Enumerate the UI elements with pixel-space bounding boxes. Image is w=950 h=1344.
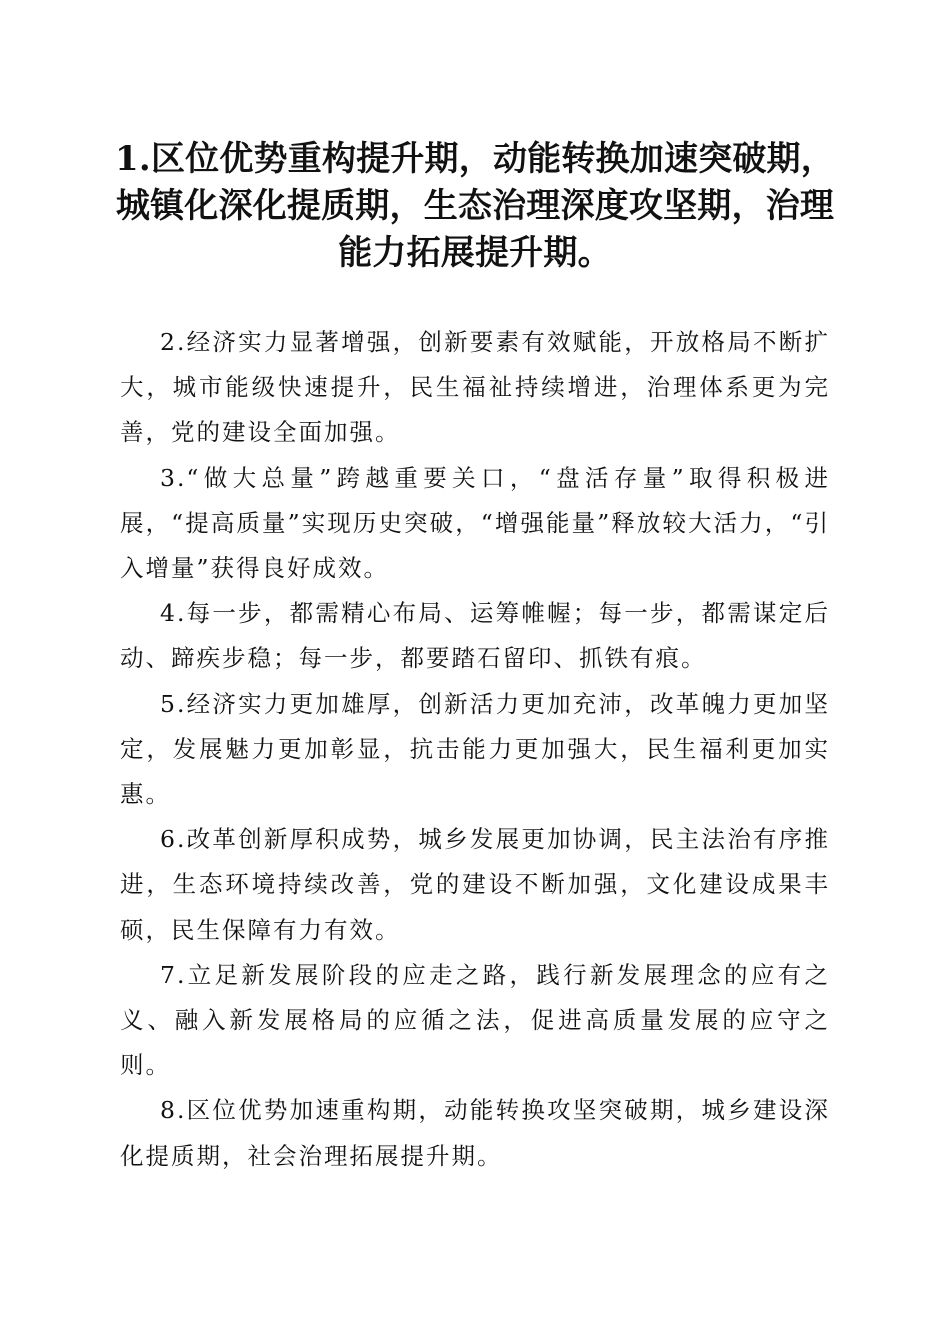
paragraph-8: 8.区位优势加速重构期，动能转换攻坚突破期，城乡建设深化提质期，社会治理拓展提升期。 [120, 1096, 830, 1170]
paragraph-4: 4.每一步，都需精心布局、运筹帷幄；每一步，都需谋定后动、蹄疾步稳；每一步，都要踏石留印、抓铁有痕。 [120, 599, 830, 673]
paragraph-2: 2.经济实力显著增强，创新要素有效赋能，开放格局不断扩大，城市能级快速提升，民生福祉持续增进，治理体系更为完善，党的建设全面加强。 [120, 328, 830, 447]
paragraph-3: 3.“做大总量”跨越重要关口，“盘活存量”取得积极进展，“提高质量”实现历史突破，“增强能量”释放较大活力，“引入增量”获得良好成效。 [120, 463, 830, 583]
document-body [120, 320, 830, 1179]
document-title: 1.区位优势重构提升期，动能转换加速突破期，城镇化深化提质期，生态治理深度攻坚期，治理能力拓展提升期。 [115, 139, 835, 273]
paragraph-7: 7.立足新发展阶段的应走之路，践行新发展理念的应有之义、融入新发展格局的应循之法，促进高质量发展的应守之则。 [120, 960, 830, 1080]
paragraph-6: 6.改革创新厚积成势，城乡发展更加协调，民主法治有序推进，生态环境持续改善，党的建设不断加强，文化建设成果丰硕，民生保障有力有效。 [120, 825, 830, 944]
paragraph-5: 5.经济实力更加雄厚，创新活力更加充沛，改革魄力更加坚定，发展魅力更加彰显，抗击能力更加强大，民生福利更加实惠。 [120, 689, 830, 809]
